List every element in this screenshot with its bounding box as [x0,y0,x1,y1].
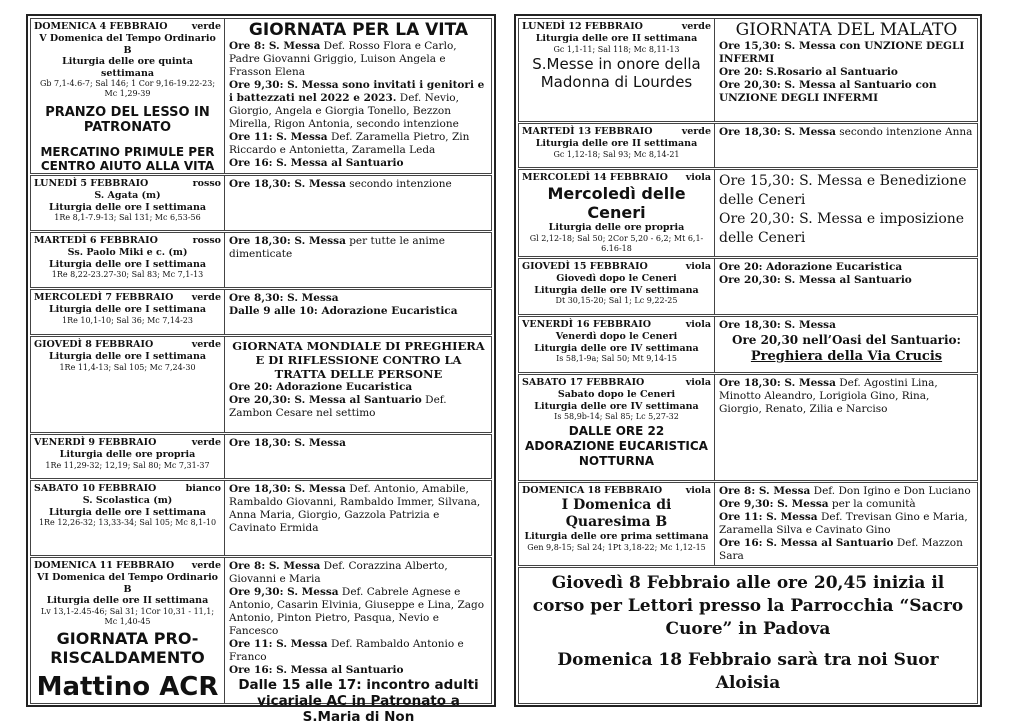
adoration-time: Ore 20: Adorazione Eucaristica [719,261,903,273]
readings: Dt 30,15-20; Sal 1; Lc 9,22-25 [555,296,678,305]
liturgy-hours: Liturgia delle ore I settimana [48,506,207,518]
day-row [518,18,978,122]
mass-intentions: per tutte le anime dimenticate [229,235,445,260]
day-row [518,258,978,315]
day-feast: Ss. Paolo Miki e c. (m) [67,247,188,258]
mass-intentions: Def. Antonio, Amabile, Rambaldo Giovanni, Rambaldo Immer, Silvana, Anna Maria, Giorgio, Gazzola Patrizia e Cavinato Ermida [229,483,481,534]
day-date: VENERDÌ 16 FEBBRAIO [522,319,651,330]
day-feast: S. Agata (m) [94,190,161,201]
day-title: GIORNATA DEL MALATO [735,20,958,40]
liturgical-color: viola [685,172,711,183]
readings: 1Re 10,1-10; Sal 36; Mc 7,14-23 [61,315,193,325]
mass-time: Ore 18,30: S. Messa [719,377,836,389]
mass-time: Ore 16: S. Messa al Santuario [229,157,404,169]
readings: 1Re 8,1-7.9-13; Sal 131; Mc 6,53-56 [54,213,201,222]
liturgical-color: rosso [192,178,221,189]
day-date: MERCOLEDÌ 14 FEBBRAIO [522,172,668,183]
liturgical-color: verde [191,339,221,350]
day-date: MARTEDÌ 13 FEBBRAIO [522,126,653,137]
mass-time: Ore 9,30: S. Messa sono invitati i genitori e i battezzati nel 2022 e 2023. [229,79,485,104]
day-date: LUNEDÌ 5 FEBBRAIO [34,178,149,189]
liturgy-hours: Liturgia delle ore II settimana [535,33,698,44]
readings: Gen 9,8-15; Sal 24; 1Pt 3,18-22; Mc 1,12-15 [527,542,706,552]
liturgy-hours: Liturgia delle ore II settimana [46,595,209,606]
mass-intentions: Def. Cabrele Agnese e Antonio, Casarin Elvinia, Giuseppe e Lina, Zago Antonio, Pinton Pietro, Pasqua, Nevio e Fancesco [229,586,485,637]
liturgical-color: verde [191,292,221,303]
via-crucis-time: Ore 20,30 nell’Oasi del Santuario: [731,333,961,347]
day-feast: Sabato dopo le Ceneri [557,389,676,400]
liturgy-hours: Liturgia delle ore quinta settimana [62,56,193,79]
left-panel [26,14,496,725]
mass-time: Ore 8: S. Messa [719,485,811,497]
mass-time: Ore 8: S. Messa [229,560,321,572]
readings: 1Re 11,4-13; Sal 105; Mc 7,24-30 [59,362,196,372]
mass-intentions: Def. Rambaldo Antonio e Franco [229,638,464,663]
mass-intentions: secondo intenzione [345,178,452,190]
readings: Is 58,1-9a; Sal 50; Mt 9,14-15 [556,354,677,363]
liturgical-color: viola [685,377,711,388]
day-date: DOMENICA 11 FEBBRAIO [34,560,175,571]
day-row [30,434,492,479]
via-crucis-title: Preghiera della Via Crucis [750,349,943,364]
readings: 1Re 12,26-32; 13,33-34; Sal 105; Mc 8,1-10 [38,518,217,527]
liturgy-hours: Liturgia delle ore IV settimana [534,284,699,296]
event-note: PRANZO DEL LESSO IN PATRONATO [45,105,210,135]
adoration-time: Ore 20: Adorazione Eucaristica [229,381,413,393]
mass-time: Ore 11: S. Messa [229,638,328,650]
liturgy-hours: Liturgia delle ore prima settimana [524,531,709,542]
mass-time: Ore 20,30: S. Messa e imposizione delle Ceneri [719,211,965,246]
mass-time: Ore 18,30: S. Messa [229,437,346,449]
liturgical-color: verde [191,21,221,32]
day-date: DOMENICA 18 FEBBRAIO [522,485,663,496]
readings: Gc 1,1-11; Sal 118; Mc 8,11-13 [553,44,680,54]
mass-intentions: Def. Zaramella Pietro, Zin Riccardo e Antonietta, Zaramella Leda [229,131,470,156]
mass-time: Ore 20,30: S. Messa al Santuario [229,394,422,406]
mass-time: Ore 20,30: S. Messa al Santuario [719,274,912,286]
mass-intentions: Def. Agostini Lina, Minotto Aleandro, Lorigiola Gino, Rina, Giorgio, Renato, Zilia e Narciso [719,377,938,415]
readings: Gl 2,12-18; Sal 50; 2Cor 5,20 - 6,2; Mt 6,1-6.16-18 [529,233,704,253]
liturgy-hours: Liturgia delle ore II settimana [535,138,698,149]
event-note: S.Messe in onore della Madonna di Lourdes [532,54,701,91]
day-date: SABATO 10 FEBBRAIO [34,483,157,494]
day-date: MARTEDÌ 6 FEBBRAIO [34,235,158,246]
mass-time: Ore 8,30: S. Messa [229,292,339,304]
day-row [518,316,978,373]
mass-time: Ore 18,30: S. Messa [229,483,346,495]
day-row [30,336,492,433]
mass-intentions: Def. Don Igino e Don Luciano [810,485,971,497]
mass-intentions: Def. Nevio, Giorgio, Angela e Giorgia Tonello, Bezzon Mirella, Rigon Antonia, secondo intenzione [229,92,459,130]
readings: Is 58,9b-14; Sal 85; Lc 5,27-32 [554,412,679,421]
mass-time: Ore 18,30: S. Messa [719,319,836,331]
rosary-time: Ore 20: S.Rosario al Santuario [719,66,898,78]
liturgy-hours: Liturgia delle ore I settimana [48,201,207,213]
day-date: DOMENICA 4 FEBBRAIO [34,21,168,32]
mass-time: Ore 8: S. Messa [229,40,321,52]
mass-time: Ore 20,30: S. Messa al Santuario con UNZIONE DEGLI INFERMI [719,79,937,104]
day-row [518,374,978,481]
readings: Gc 1,12-18; Sal 93; Mc 8,14-21 [553,149,680,159]
mass-time: Ore 18,30: S. Messa [229,178,346,190]
day-feast: S. Scolastica (m) [82,495,173,506]
right-panel [514,14,982,707]
liturgy-hours: Liturgia delle ore I settimana [48,258,207,270]
day-feast: Venerdì dopo le Ceneri [555,331,678,342]
day-row [30,175,492,231]
mass-time: Ore 18,30: S. Messa [229,235,346,247]
liturgical-color: viola [685,261,711,272]
readings: Lv 13,1-2.45-46; Sal 31; 1Cor 10,31 - 11,1; Mc 1,40-45 [40,606,215,626]
day-date: MERCOLEDÌ 7 FEBBRAIO [34,292,174,303]
day-row [30,232,492,288]
event-note: MERCATINO PRIMULE PER CENTRO AIUTO ALLA VITA [40,145,215,173]
day-row [518,123,978,168]
liturgical-color: bianco [185,483,221,494]
liturgical-color: viola [685,485,711,496]
liturgical-color: viola [685,319,711,330]
day-row [30,480,492,556]
liturgy-hours: Liturgia delle ore I settimana [48,351,207,362]
notice-box [518,567,978,704]
mass-intentions: Def. Mazzon Sara [719,537,963,562]
day-date: GIOVEDÌ 8 FEBBRAIO [34,339,154,350]
day-row [30,289,492,335]
liturgical-color: verde [681,21,711,32]
day-feast: I Domenica di Quaresima B [561,497,672,530]
readings: 1Re 8,22-23.27-30; Sal 83; Mc 7,1-13 [51,270,204,279]
liturgical-color: verde [681,126,711,137]
day-title: GIORNATA MONDIALE DI PREGHIERA E DI RIFLESSIONE CONTRO LA TRATTA DELLE PERSONE [232,339,485,381]
event-note: Mattino ACR [36,671,219,702]
mass-time: Ore 11: S. Messa [719,511,818,523]
notice-suor-aloisia: Domenica 18 Febbraio sarà tra noi Suor Aloisia [557,650,939,693]
liturgy-hours: Liturgia delle ore IV settimana [534,400,699,412]
day-date: SABATO 17 FEBBRAIO [522,377,645,388]
mass-intentions: Def. Zambon Cesare nel settimo [229,394,447,419]
event-note: Dalle 15 alle 17: incontro adulti vicariale AC in Patronato a S.Maria di Non [238,677,479,725]
mass-time: Ore 9,30: S. Messa [229,586,339,598]
liturgical-color: verde [191,560,221,571]
day-date: LUNEDÌ 12 FEBBRAIO [522,21,643,32]
mass-intentions: secondo intenzione Anna [835,126,973,138]
mass-intentions: Def. Trevisan Gino e Maria, Zaramella Silva e Cavinato Gino [719,511,968,536]
day-row [518,482,978,566]
day-feast: VI Domenica del Tempo Ordinario B [36,572,219,595]
day-feast: Giovedì dopo le Ceneri [556,273,677,284]
event-note: DALLE ORE 22 ADORAZIONE EUCARISTICA NOTTURNA [525,424,708,468]
mass-intentions: Def. Rosso Flora e Carlo, Padre Giovanni Griggio, Luison Angela e Frasson Elena [229,40,457,78]
liturgy-hours: Liturgia delle ore IV settimana [534,342,699,354]
liturgical-color: rosso [192,235,221,246]
day-feast: V Domenica del Tempo Ordinario B [39,33,216,56]
readings: Gb 7,1-4.6-7; Sal 146; 1 Cor 9,16-19.22-23; Mc 1,29-39 [39,79,216,98]
mass-intentions: Def. Corazzina Alberto, Giovanni e Maria [229,560,448,585]
liturgy-hours: Liturgia delle ore propria [548,222,685,233]
mass-time: Ore 18,30: S. Messa [719,126,836,138]
liturgy-hours: Liturgia delle ore I settimana [48,304,207,315]
mass-time: Ore 15,30: S. Messa e Benedizione delle Ceneri [719,173,967,208]
mass-time: Ore 9,30: S. Messa [719,498,829,510]
day-date: GIOVEDÌ 15 FEBBRAIO [522,261,648,272]
day-date: VENERDÌ 9 FEBBRAIO [34,437,157,448]
readings: 1Re 11,29-32; 12,19; Sal 80; Mc 7,31-37 [45,460,210,470]
liturgy-hours: Liturgia delle ore propria [59,449,196,460]
notice-lettori: Giovedì 8 Febbraio alle ore 20,45 inizia il corso per Lettori presso la Parrocchia “Sacro Cuore” in Padova [532,573,964,639]
day-row [30,557,492,725]
mass-time: Ore 11: S. Messa [229,131,328,143]
mass-time: Ore 15,30: S. Messa con UNZIONE DEGLI INFERMI [719,40,965,65]
day-title: GIORNATA PER LA VITA [248,20,469,40]
liturgical-color: verde [191,437,221,448]
event-note: Mercoledì delle Ceneri [547,184,686,222]
mass-time: Ore 16: S. Messa al Santuario [229,664,404,676]
day-row [518,169,978,257]
event-note: GIORNATA PRO-RISCALDAMENTO [50,628,205,667]
mass-intentions: per la comunità [828,498,916,510]
day-row [30,18,492,174]
adoration-time: Dalle 9 alle 10: Adorazione Eucaristica [229,305,458,317]
mass-time: Ore 16: S. Messa al Santuario [719,537,894,549]
